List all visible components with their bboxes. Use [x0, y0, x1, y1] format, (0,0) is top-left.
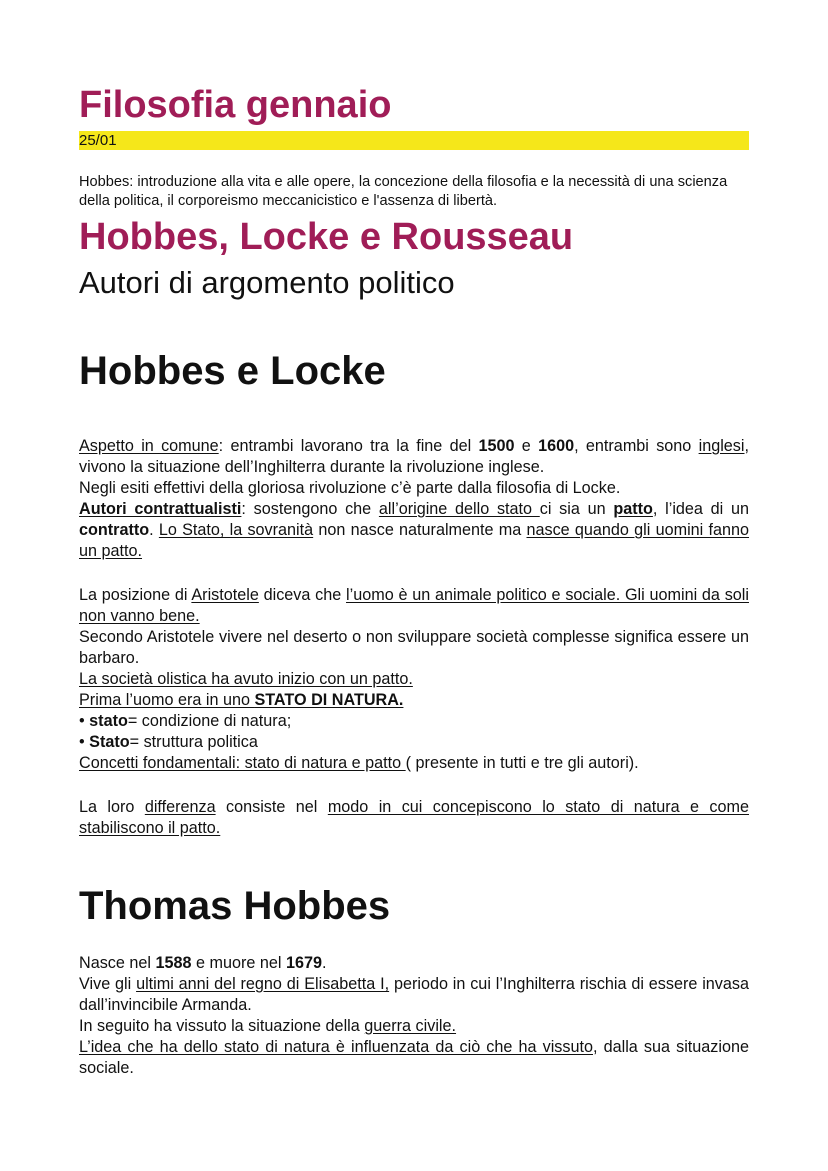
text-run: Nasce nel	[79, 954, 156, 972]
text-run: contratto	[79, 521, 150, 539]
text-run: non nasce naturalmente ma	[313, 521, 527, 539]
paragraph-common-aspect	[79, 436, 749, 478]
text-run: La loro	[79, 798, 145, 816]
text-run: Concetti fondamentali: stato di natura e patto	[79, 754, 406, 772]
text-run: guerra civile.	[364, 1017, 457, 1035]
paragraph-birth-death	[79, 953, 749, 974]
text-run: 1679	[285, 954, 322, 972]
text-run: = struttura politica	[129, 733, 258, 751]
paragraph-aristotle	[79, 585, 749, 627]
paragraph-revolution: Negli esiti effettivi della gloriosa rivoluzione c’è parte dalla filosofia di Locke.	[79, 479, 621, 497]
text-run: e	[514, 437, 539, 455]
paragraph-barbarian: Secondo Aristotele vivere nel deserto o non sviluppare società complesse significa essere un barbaro.	[79, 628, 749, 667]
paragraph-difference	[79, 797, 749, 839]
text-run: ( presente in tutti e tre gli autori).	[405, 754, 639, 772]
paragraph-civil-war	[79, 1016, 749, 1037]
text-run: Prima l’uomo era in uno	[79, 691, 255, 709]
text-run: ci sia un	[539, 500, 614, 518]
list-item	[79, 711, 749, 732]
paragraph-holistic-society: La società olistica ha avuto inizio con un patto.	[79, 670, 413, 688]
text-run: Lo Stato, la sovranità	[158, 521, 314, 539]
list-item	[79, 732, 749, 753]
text-run: = condizione di natura;	[127, 712, 292, 730]
text-run: STATO DI NATURA.	[254, 691, 404, 709]
document-title: Filosofia gennaio	[79, 84, 392, 126]
section-thomas-hobbes-body	[79, 953, 749, 1079]
text-run: 1600	[538, 437, 575, 455]
text-run: 1500	[478, 437, 515, 455]
text-run: nasce quando gli uomini fanno un patto.	[79, 521, 750, 560]
main-heading: Hobbes, Locke e Rousseau	[79, 216, 574, 258]
text-run: consiste nel	[215, 798, 328, 816]
text-run: e muore nel	[191, 954, 286, 972]
section-hobbes-locke-body	[79, 436, 749, 562]
section-heading-hobbes-locke: Hobbes e Locke	[79, 349, 386, 393]
section-difference-body	[79, 797, 749, 839]
text-run: l’uomo è un animale politico e sociale. Gli uomini da soli non vanno bene.	[79, 586, 749, 625]
paragraph-contractualists	[79, 499, 749, 562]
text-run: , entrambi sono	[574, 437, 699, 455]
text-run: .	[149, 521, 159, 539]
text-run: 1588	[155, 954, 192, 972]
text-run: Aristotele	[191, 586, 259, 604]
text-run: Vive gli	[79, 975, 137, 993]
text-run: : entrambi lavorano tra la fine del	[218, 437, 479, 455]
text-run: differenza	[144, 798, 216, 816]
text-run: diceva che	[258, 586, 347, 604]
text-run: , vivono la situazione dell’Inghilterra durante la rivoluzione inglese.	[79, 437, 749, 476]
paragraph-state-of-nature	[79, 690, 749, 711]
text-run: , dalla sua situazione sociale.	[79, 1038, 749, 1077]
text-run: La posizione di	[79, 586, 192, 604]
text-run: Aspetto in comune	[79, 437, 219, 455]
date-highlight: 25/01	[79, 131, 749, 150]
text-run: L’idea che ha dello stato di natura è influenzata da ciò che ha vissuto	[79, 1038, 593, 1056]
text-run: modo in cui concepiscono lo stato di natura e come stabiliscono il patto.	[79, 798, 749, 837]
section-heading-thomas-hobbes: Thomas Hobbes	[79, 884, 391, 928]
text-run: .	[322, 954, 327, 972]
paragraph-elizabeth	[79, 974, 749, 1016]
section-aristotle-body	[79, 585, 749, 774]
paragraph-key-concepts	[79, 753, 749, 774]
main-subheading: Autori di argomento politico	[79, 265, 455, 300]
intro-text: Hobbes: introduzione alla vita e alle opere, la concezione della filosofia e la necessità di una scienza della politica, il corporeismo meccanicistico e l'assenza di libertà.	[79, 174, 728, 209]
text-run: Stato	[89, 733, 130, 751]
text-run: periodo in cui l’Inghilterra rischia di essere invasa dall’invincibile Armanda.	[79, 975, 749, 1014]
text-run: stato	[89, 712, 128, 730]
text-run: all’origine dello stato	[378, 500, 540, 518]
text-run: , l’idea di un	[652, 500, 749, 518]
text-run: patto	[613, 500, 653, 518]
text-run: ultimi anni del regno di Elisabetta I,	[136, 975, 390, 993]
text-run: : sostengono che	[241, 500, 379, 518]
text-run: In seguito ha vissuto la situazione della	[79, 1017, 365, 1035]
text-run: inglesi	[698, 437, 745, 455]
text-run: Autori contrattualisti	[79, 500, 242, 518]
paragraph-state-of-nature-idea	[79, 1037, 749, 1079]
